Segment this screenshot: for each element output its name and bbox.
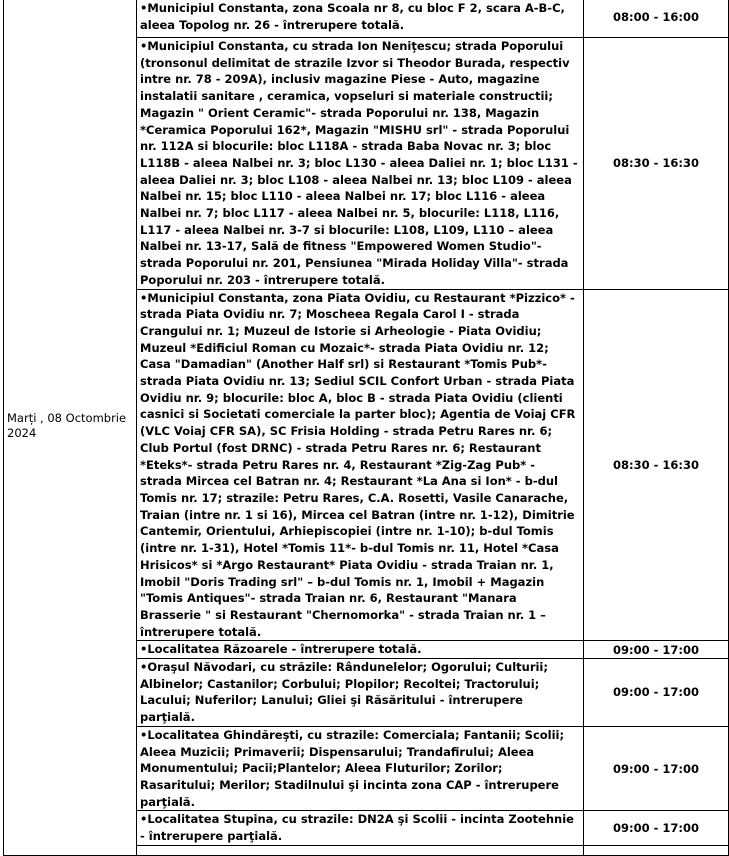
area-cell <box>137 0 584 38</box>
time-cell <box>584 811 729 845</box>
time-interval: 09:00 - 17:00 <box>613 685 699 700</box>
area-cell <box>137 845 584 855</box>
area-cell <box>137 726 584 811</box>
table-row <box>4 0 729 38</box>
time-interval: 09:00 - 17:00 <box>613 642 699 657</box>
area-text: •Municipiul Constanta, cu strada Ion Neniţescu; strada Poporului (tronsonul delimitat de strazile Izvor si Theodor Burada, respectiv intre nr. 78 - 209A), inclusiv magazine Piese - Auto, magazine instalatii sanitare , ceramica, vopseluri si materiale constructii; Magazin " Orient Ceramic"- strada Poporului nr. 138, Magazin *Ceramica Poporului 162*, Magazin "MISHU srl" - strada Poporului nr. 112A si blocurile: bloc L118A - strada Baba Novac nr. 3; bloc L118B - aleea Nalbei nr. 3; bloc L130 - aleea Daliei nr. 1; bloc L131 - aleea Daliei nr. 3; bloc L108 - aleea Nalbei nr. 13; bloc L109 - aleea Nalbei nr. 15; bloc L110 - aleea Nalbei nr. 17; bloc L116 - aleea Nalbei nr. 7; bloc L117 - aleea Nalbei nr. 5, blocurile: L118, L116, L117 - aleea Nalbei nr. 3-7 si blocurile: L108, L109, L110 – aleea Nalbei nr. 13-17, Sală de fitness "Empowered Women Studio"- strada Poporului nr. 201, Pensiunea "Mirada Holiday Villa"- strada Poporului nr. 203 - întrerupere totală. <box>140 39 578 287</box>
time-interval: 08:00 - 16:00 <box>613 10 699 24</box>
time-cell <box>584 0 729 38</box>
date-cell <box>4 0 137 855</box>
area-text: •Municipiul Constanta, zona Piata Ovidiu, cu Restaurant *Pizzico* - strada Piata Ovidiu nr. 7; Moscheea Regala Carol I - strada Crangului nr. 1; Muzeul de Istorie si Arheologie - Piata Ovidiu; Muzeul *Edificiul Roman cu Mozaic*- strada Piata Ovidiu nr. 12; Casa "Damadian" (Another Half srl) si Restaurant *Tomis Pub*- strada Piata Ovidiu nr. 13; Sediul SCIL Confort Urban - strada Piata Ovidiu nr. 9; blocurile: bloc A, bloc B - strada Piata Ovidiu (clienti casnici si Societati comerciale la parter bloc); Agentia de Voiaj CFR (VLC Voiaj CFR SA), SC Frisia Holding - strada Petru Rares nr. 6; Club Portul (fost DRNC) - strada Petru Rares nr. 6; Restaurant *Eteks*- strada Petru Rares nr. 4, Restaurant *Zig-Zag Pub* - strada Mircea cel Batran nr. 4; Restaurant *La Ana si Ion* - b-dul Tomis nr. 17; strazile: Petru Rares, C.A. Rosetti, Vasile Canarache, Traian (intre nr. 1 si 16), Mircea cel Batran (intre nr. 1-12), Dimitrie Cantemir, Orientului, Arhiepiscopiei (intre nr. 1-10); b-dul Tomis (intre nr. 1-31), Hotel *Tomis 11*- b-dul Tomis nr. 11, Hotel *Casa Hrisicos* si *Argo Restaurant* Piata Ovidiu - strada Traian nr. 1, Imobil "Doris Trading srl" – b-dul Tomis nr. 1, Imobil + Magazin "Tomis Antiques"- strada Traian nr. 6, Restaurant "Manara Brasserie " si Restaurant "Chernomorka" - strada Traian nr. 1 – întrerupere totală. <box>140 290 576 639</box>
time-interval: 09:00 - 17:00 <box>613 761 699 776</box>
time-cell <box>584 289 729 641</box>
time-cell <box>584 726 729 811</box>
area-text: •Oraşul Năvodari, cu străzile: Rândunelelor; Ogorului; Culturii; Albinelor; Castanilor; Corbului; Plopilor; Recoltei; Tractorului; Lacului; Nuferilor; Lanului; Gliei şi Răsăritului - întrerupere parţială. <box>140 660 548 725</box>
area-cell <box>137 641 584 659</box>
time-cell <box>584 641 729 659</box>
time-cell <box>584 659 729 727</box>
area-text: •Localitatea Răzoarele - întrerupere totală. <box>140 642 422 657</box>
time-interval: 09:00 - 17:00 <box>613 821 699 836</box>
date-label: Marți , 08 Octombrie 2024 <box>7 410 127 440</box>
area-cell <box>137 811 584 845</box>
time-interval: 08:30 - 16:30 <box>613 156 699 171</box>
area-cell <box>137 38 584 290</box>
area-cell <box>137 659 584 727</box>
time-cell <box>584 38 729 290</box>
time-interval: 08:30 - 16:30 <box>613 457 699 472</box>
area-text: •Localitatea Stupina, cu strazile: DN2A şi Scolii - incinta Zootehnie - întrerupere parţială. <box>140 812 574 844</box>
outage-schedule-table <box>3 0 729 856</box>
area-text: •Municipiul Constanta, zona Scoala nr 8, cu bloc F 2, scara A-B-C, aleea Topolog nr. 26 - întrerupere totală. <box>140 1 565 32</box>
area-text: •Localitatea Ghindăreşti, cu strazile: Comerciala; Fantanii; Scolii; Aleea Muzicii; Primaverii; Dispensarului; Trandafirului; Aleea Monumentului; Pacii;Plantelor; Aleea Fluturilor; Zorilor; Rasaritului; Merilor; Stadilnului şi incinta zona CAP - întrerupere parţială. <box>140 727 565 809</box>
area-cell <box>137 289 584 641</box>
time-cell <box>584 845 729 855</box>
